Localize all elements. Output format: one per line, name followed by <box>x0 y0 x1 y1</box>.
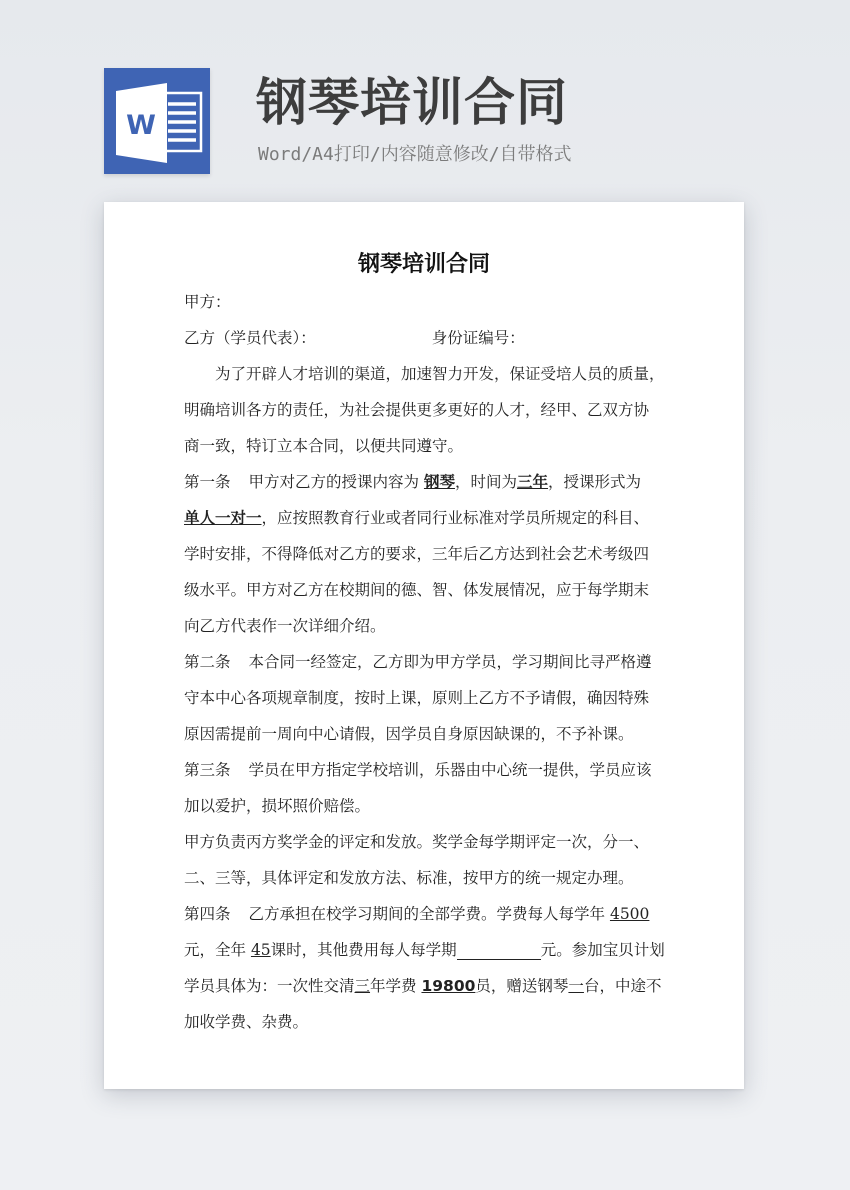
party-a-label: 甲方： <box>184 293 231 311</box>
article2-line <box>184 644 666 680</box>
prepaid-fee: 19800 <box>421 977 476 995</box>
article2-line: 守本中心各项规章制度，按时上课，原则上乙方不予请假，确因特殊 <box>184 689 650 707</box>
party-b-line <box>184 320 666 356</box>
article1-heading: 第一条 <box>184 473 231 491</box>
article2-line: 原因需提前一周向中心请假，因学员自身原因缺课的，不予补课。 <box>184 725 634 743</box>
article4-text: 台，中途不 <box>583 977 662 995</box>
article4-text: 学员具体为：一次性交清 <box>184 977 355 995</box>
article2-text: 本合同一经签定，乙方即为甲方学员，学习期间比寻严格遵 <box>248 653 652 671</box>
article1-line: 级水平。甲方对乙方在校期间的德、智、体发展情况，应于每学期末 <box>184 581 650 599</box>
article1-line <box>184 500 666 536</box>
article4-text: 课时，其他费用每人每学期 <box>270 941 457 959</box>
annual-hours: 45 <box>250 941 271 959</box>
article3-heading: 第三条 <box>184 761 231 779</box>
article3-text: 学员在甲方指定学校培训，乐器由中心统一提供，学员应该 <box>248 761 652 779</box>
article1-line <box>184 464 666 500</box>
preamble-line: 商一致，特订立本合同，以便共同遵守。 <box>184 437 464 455</box>
document-title: 钢琴培训合同 <box>357 252 490 277</box>
scholarship-line: 二、三等，具体评定和发放方法、标准，按甲方的统一规定办理。 <box>184 869 634 887</box>
article4-line: 加收学费、杂费。 <box>184 1013 309 1031</box>
teaching-format: 单人一对一 <box>184 509 262 527</box>
article1-text: ，应按照教育行业或者同行业标准对学员所规定的科目、 <box>261 509 650 527</box>
preamble-line: 为了开辟人才培训的渠道，加速智力开发，保证受培人员的质量， <box>215 365 665 383</box>
article4-text: 员，赠送钢琴 <box>475 977 569 995</box>
header-title: 钢琴培训合同 <box>256 74 569 133</box>
article4-heading: 第四条 <box>184 905 231 923</box>
course-subject: 钢琴 <box>423 473 455 491</box>
word-document-icon <box>104 68 210 174</box>
article1-line: 学时安排，不得降低对乙方的要求，三年后乙方达到社会艺术考级四 <box>184 545 650 563</box>
party-a-line <box>184 284 666 320</box>
prepaid-years: 三 <box>354 977 371 995</box>
course-duration: 三年 <box>516 473 548 491</box>
document-body <box>184 284 666 1040</box>
header-subtitle: Word/A4打印/内容随意修改/自带格式 <box>258 144 572 165</box>
article1-line: 向乙方代表作一次详细介绍。 <box>184 617 386 635</box>
article1-text: ，授课形式为 <box>548 473 642 491</box>
article4-text: 乙方承担在校学习期间的全部学费。学费每人每学年 <box>248 905 610 923</box>
article1-text: 甲方对乙方的授课内容为 <box>248 473 424 491</box>
party-b-label: 乙方（学员代表）： <box>184 329 316 347</box>
scholarship-line: 甲方负责丙方奖学金的评定和发放。奖学金每学期评定一次，分一、 <box>184 833 650 851</box>
article1-text: ，时间为 <box>454 473 517 491</box>
document-page <box>104 202 744 1089</box>
article4-line <box>184 896 666 932</box>
gifted-pianos: 一 <box>568 977 584 995</box>
other-fee-blank[interactable] <box>457 937 541 960</box>
article2-heading: 第二条 <box>184 653 231 671</box>
article4-text: 元，全年 <box>184 941 251 959</box>
article3-line: 加以爱护，损坏照价赔偿。 <box>184 797 371 815</box>
article4-line <box>184 968 666 1004</box>
preamble-line: 明确培训各方的责任，为社会提供更多更好的人才，经甲、乙双方协 <box>184 401 650 419</box>
article4-line <box>184 932 666 968</box>
article4-text: 元。参加宝贝计划 <box>540 941 665 959</box>
annual-fee: 4500 <box>609 905 650 923</box>
article3-line <box>184 752 666 788</box>
id-number-label: 身份证编号： <box>431 329 525 347</box>
svg-text:W: W <box>126 110 156 141</box>
article4-text: 年学费 <box>370 977 422 995</box>
